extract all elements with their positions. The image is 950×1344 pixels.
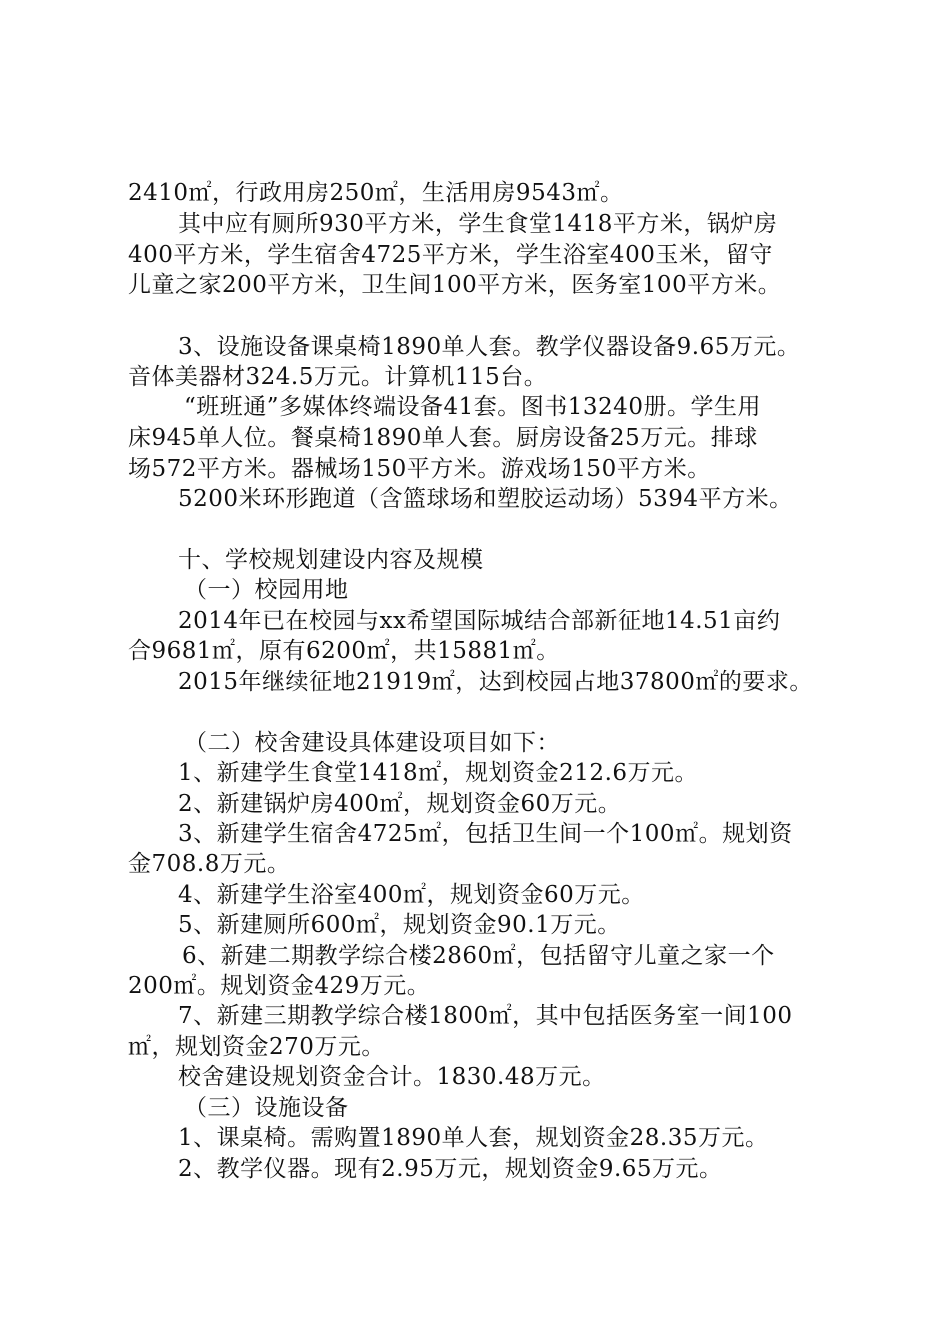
list-item: ㎡，规划资金270万元。	[128, 1034, 385, 1060]
paragraph-line: 3、设施设备课桌椅1890单人套。教学仪器设备9.65万元。	[178, 334, 801, 360]
paragraph-line: 其中应有厕所930平方米，学生食堂1418平方米，锅炉房	[178, 211, 778, 237]
paragraph-line: 400平方米，学生宿舍4725平方米，学生浴室400玉米，留守	[128, 242, 773, 268]
paragraph-line: 场572平方米。器械场150平方米。游戏场150平方米。	[128, 456, 711, 482]
subsection-heading: （三）设施设备	[184, 1095, 349, 1121]
paragraph-line: 合9681㎡，原有6200㎡，共15881㎡。	[128, 638, 560, 664]
paragraph-line: “班班通”多媒体终端设备41套。图书13240册。学生用	[184, 394, 761, 420]
list-item: 6、新建二期教学综合楼2860㎡，包括留守儿童之家一个	[182, 943, 775, 969]
paragraph-line: 2014年已在校园与xx希望国际城结合部新征地14.51亩约	[178, 608, 781, 634]
list-item: 金708.8万元。	[128, 851, 291, 877]
paragraph-line: 校舍建设规划资金合计。1830.48万元。	[178, 1064, 606, 1090]
list-item: 2、新建锅炉房400㎡，规划资金60万元。	[178, 791, 622, 817]
paragraph-line: 儿童之家200平方米，卫生间100平方米，医务室100平方米。	[128, 272, 782, 298]
list-item: 5、新建厕所600㎡，规划资金90.1万元。	[178, 912, 621, 938]
list-item: 1、新建学生食堂1418㎡，规划资金212.6万元。	[178, 760, 699, 786]
list-item: 3、新建学生宿舍4725㎡，包括卫生间一个100㎡。规划资	[178, 821, 793, 847]
list-item: 1、课桌椅。需购置1890单人套，规划资金28.35万元。	[178, 1125, 769, 1151]
paragraph-line: 2410㎡，行政用房250㎡，生活用房9543㎡。	[128, 180, 624, 206]
list-item: 7、新建三期教学综合楼1800㎡，其中包括医务室一间100	[178, 1003, 793, 1029]
section-heading: 十、学校规划建设内容及规模	[178, 547, 484, 573]
list-item: 2、教学仪器。现有2.95万元，规划资金9.65万元。	[178, 1156, 723, 1182]
subsection-heading: （一）校园用地	[184, 577, 349, 603]
list-item: 200㎡。规划资金429万元。	[128, 973, 431, 999]
list-item: 4、新建学生浴室400㎡，规划资金60万元。	[178, 882, 645, 908]
paragraph-line: 2015年继续征地21919㎡，达到校园占地37800㎡的要求。	[178, 669, 813, 695]
paragraph-line: 5200米环形跑道（含篮球场和塑胶运动场）5394平方米。	[178, 486, 793, 512]
paragraph-line: 床945单人位。餐桌椅1890单人套。厨房设备25万元。排球	[128, 425, 758, 451]
paragraph-line: 音体美器材324.5万元。计算机115台。	[128, 364, 548, 390]
subsection-heading: （二）校舍建设具体建设项目如下：	[184, 730, 560, 756]
